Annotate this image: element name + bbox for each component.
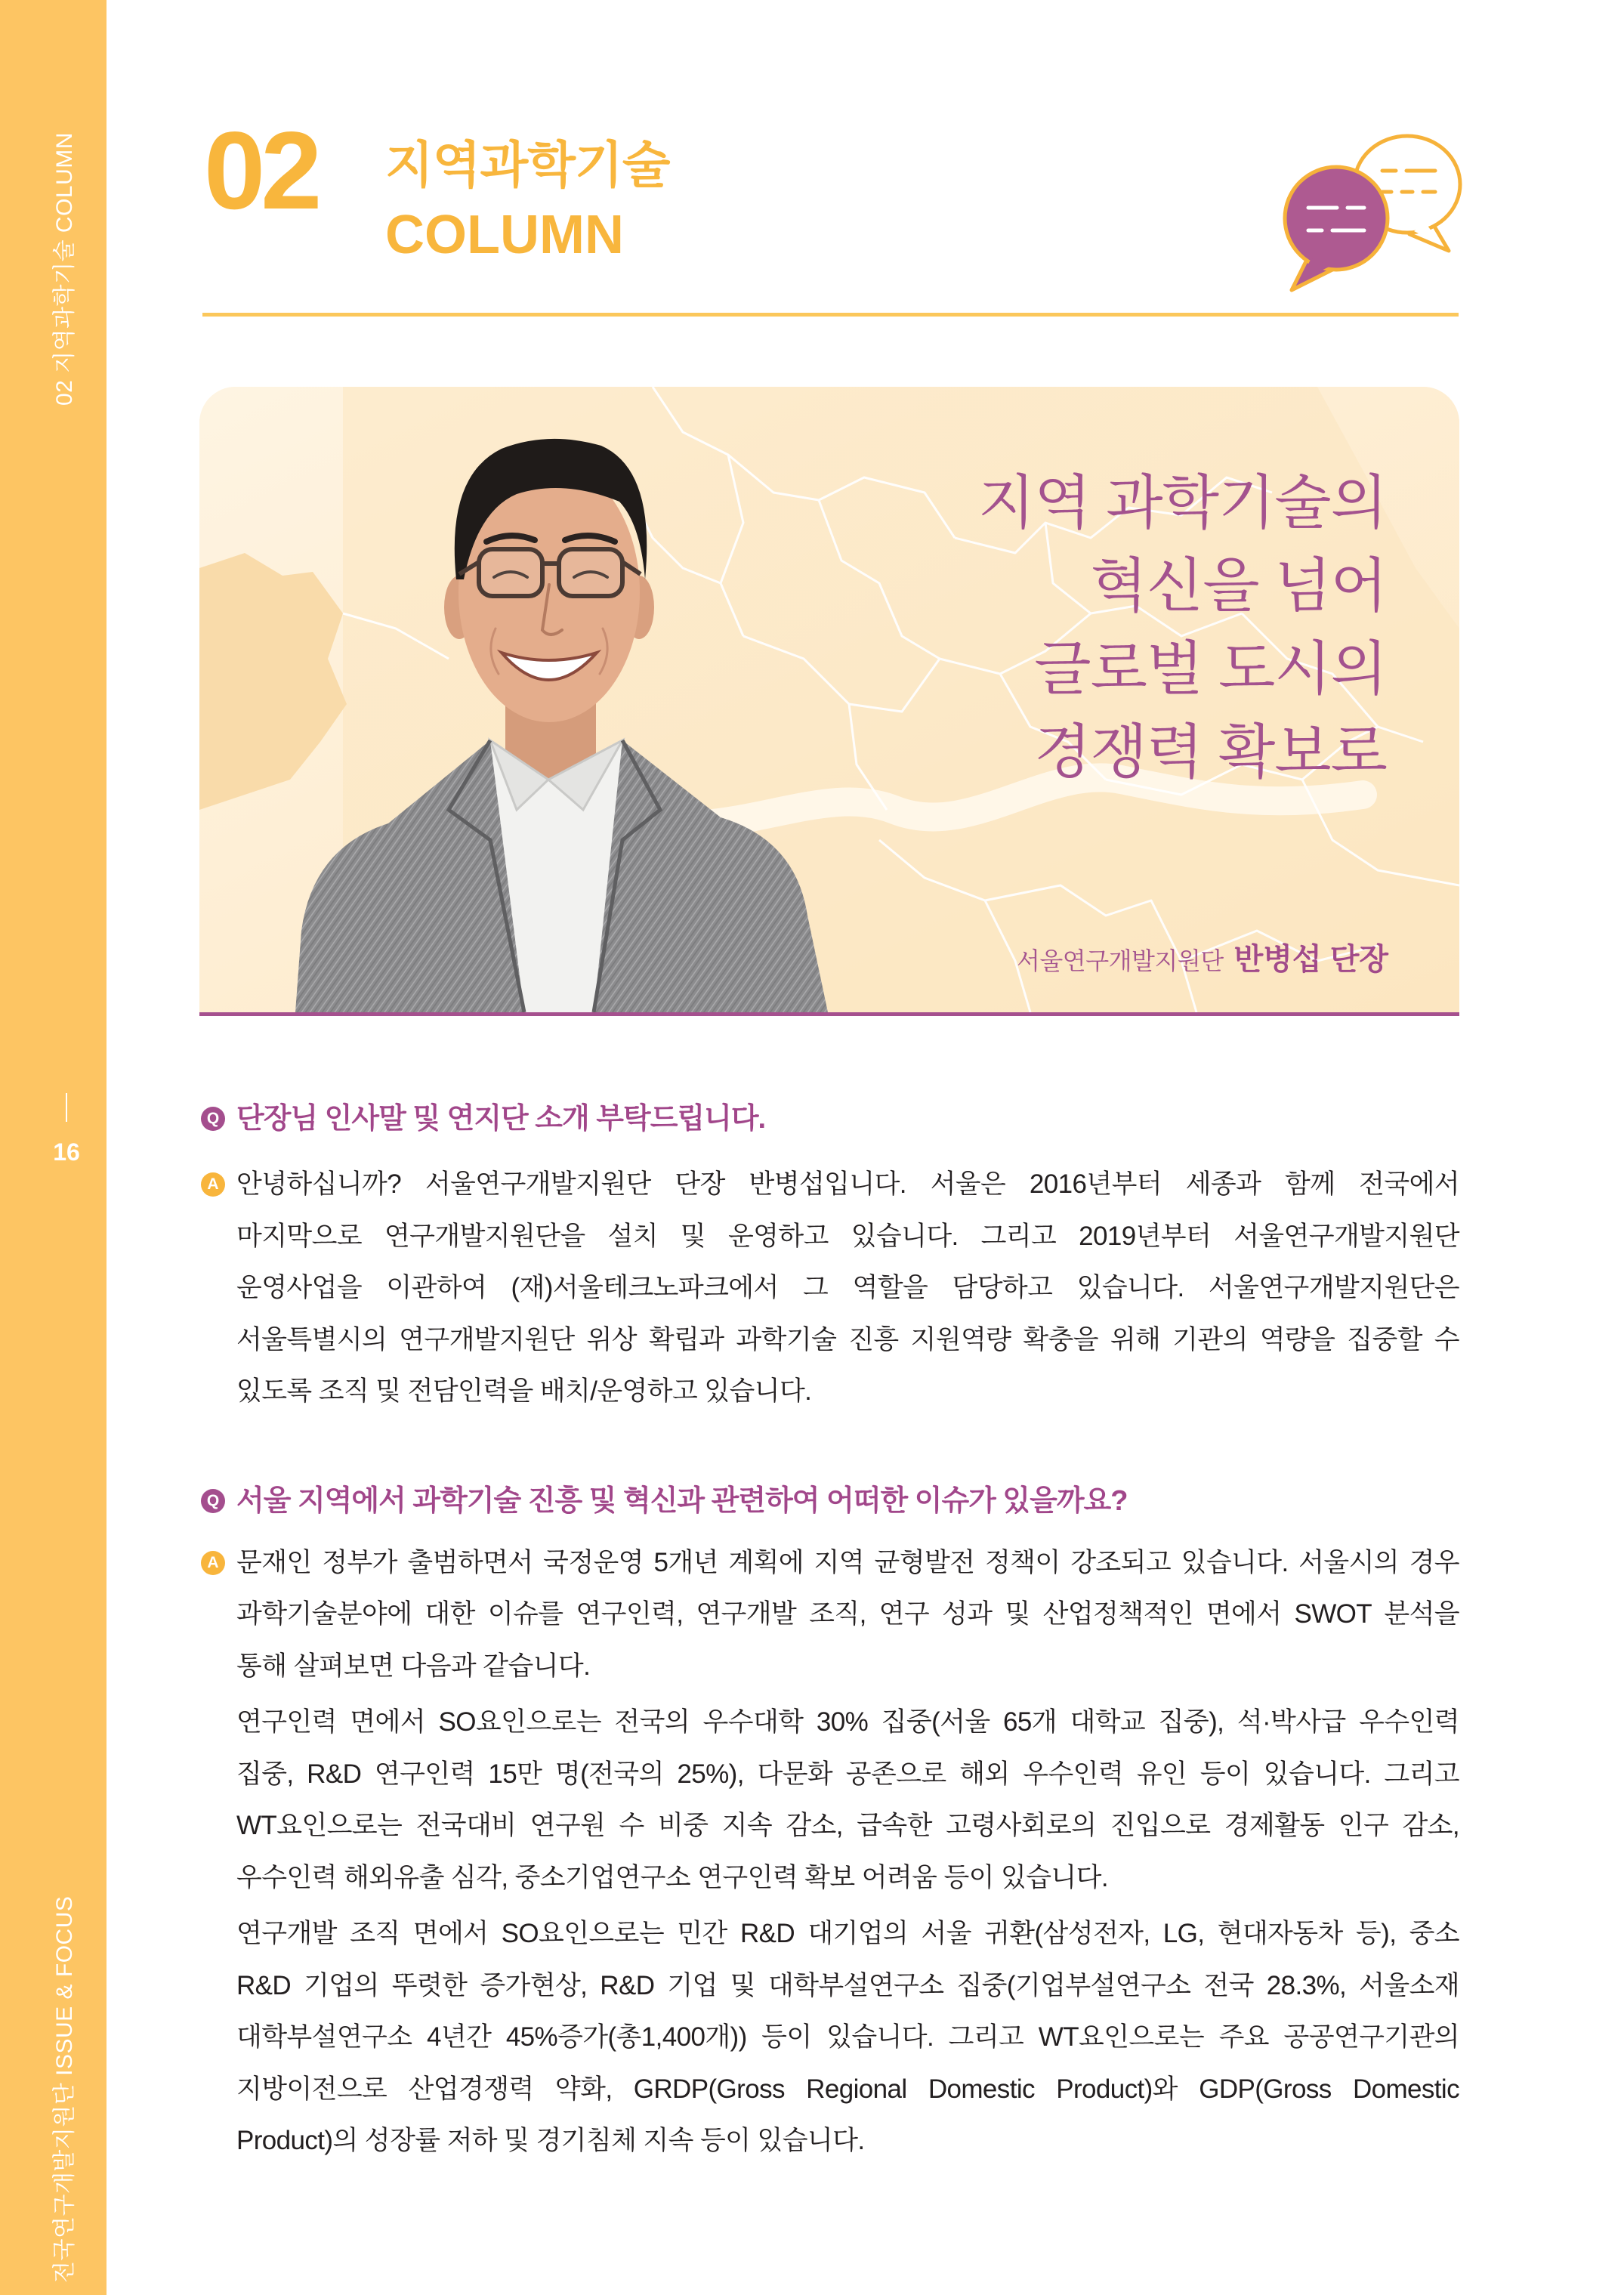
answer-line: 서울특별시의 연구개발지원단 위상 확립과 과학기술 진흥 지원역량 확충을 위해 기관의 역량을 집중할 수 [236,1324,1459,1354]
answer-line: WT요인으로는 전국대비 연구원 수 비중 지속 감소, 급속한 고령사회로의 진입으로 경제활동 인구 감소, [236,1811,1459,1840]
answer-line: 지방이전으로 산업경쟁력 약화, GRDP(Gross Regional Domestic Product)와 GDP(Gross Domestic [236,2074,1459,2104]
interviewee-attribution [1017,938,1388,987]
page-number-rule [66,1093,67,1122]
section-title: 지역과학기술 [385,137,670,193]
section-subtitle: COLUMN [385,205,624,265]
answer [199,1537,1459,2167]
answer [199,1159,1459,1418]
question-text: 서울 지역에서 과학기술 진흥 및 혁신과 관련하여 어떠한 이슈가 있을까요? [236,1484,1128,1517]
answer-line: R&D 기업의 뚜렷한 증가현상, R&D 기업 및 대학부설연구소 집중(기업부설연구소 전국 28.3%, 서울소재 [236,1970,1459,2000]
headline-line: 지역 과학기술의 [977,469,1387,536]
question-text: 단장님 인사말 및 연지단 소개 부탁드립니다. [236,1103,766,1135]
interviewee-name: 반병섭 단장 [1233,943,1388,976]
front-speech-bubble [1285,167,1388,290]
question [199,1475,1459,1527]
answer-line: 문재인 정부가 출범하면서 국정운영 5개년 계획에 지역 균형발전 정책이 강조되고 있습니다. 서울시의 경우 [236,1547,1459,1577]
answer-line: 안녕하십니까? 서울연구개발지원단 단장 반병섭입니다. 서울은 2016년부터 세종과 함께 전국에서 [236,1169,1459,1199]
answer-badge-icon: A [201,1172,225,1197]
answer-paragraph [236,1697,1459,1904]
answer-line: 있도록 조직 및 전담인력을 배치/운영하고 있습니다. [236,1376,812,1406]
answer-line: 운영사업을 이관하여 (재)서울테크노파크에서 그 역할을 담당하고 있습니다. 서울연구개발지원단은 [236,1273,1459,1302]
answer-line: 대학부설연구소 4년간 45%증가(총1,400개)) 등이 있습니다. 그리고 WT요인으로는 주요 공공연구기관의 [236,2022,1459,2052]
question [199,1093,1459,1145]
headline-line: 글로벌 도시의 [1034,635,1387,702]
answer-line: 우수인력 해외유출 심각, 중소기업연구소 연구인력 확보 어려움 등이 있습니다. [236,1862,1108,1892]
speech-bubbles-icon [1269,121,1465,302]
answer-line: 통해 살펴보면 다음과 같습니다. [236,1651,591,1681]
answer-paragraph [236,1908,1459,2167]
answer-paragraph [236,1159,1459,1418]
answer-line: 집중, R&D 연구인력 15만 명(전국의 25%), 다문화 공존으로 해외 우수인력 유인 등이 있습니다. 그리고 [236,1759,1459,1789]
hero-banner [199,387,1459,1016]
answer-line: 연구인력 면에서 SO요인으로는 전국의 우수대학 30% 집중(서울 65개 대학교 집중), 석·박사급 우수인력 [236,1707,1459,1737]
hero-headline [978,461,1387,793]
section-number: 02 [204,109,318,232]
qa-section [199,1093,1459,2167]
answer-line: Product)의 성장률 저하 및 경기침체 지속 등이 있습니다. [236,2126,865,2155]
answer-badge-icon: A [201,1551,225,1575]
page-number: 16 [53,1138,80,1166]
headline-line: 혁신을 넘어 [1090,552,1387,619]
header-divider [202,313,1459,317]
answer-line: 마지막으로 연구개발지원단을 설치 및 운영하고 있습니다. 그리고 2019년부터 서울연구개발지원단 [236,1221,1459,1251]
headline-line: 경쟁력 확보로 [1034,718,1387,785]
question-badge-icon: Q [201,1107,225,1131]
sidebar-publication-label: 전국연구개발지원단 ISSUE & FOCUS [52,1895,77,2283]
answer-paragraph [236,1537,1459,1693]
question-badge-icon: Q [201,1489,225,1513]
sidebar [0,0,107,2295]
sidebar-section-label: 02 지역과학기술 COLUMN [52,132,77,406]
answer-line: 과학기술분야에 대한 이슈를 연구인력, 연구개발 조직, 연구 성과 및 산업정책적인 면에서 SWOT 분석을 [236,1599,1459,1629]
interviewee-org: 서울연구개발지원단 [1016,947,1224,975]
answer-line: 연구개발 조직 면에서 SO요인으로는 민간 R&D 대기업의 서울 귀환(삼성전자, LG, 현대자동차 등), 중소 [236,1919,1459,1948]
